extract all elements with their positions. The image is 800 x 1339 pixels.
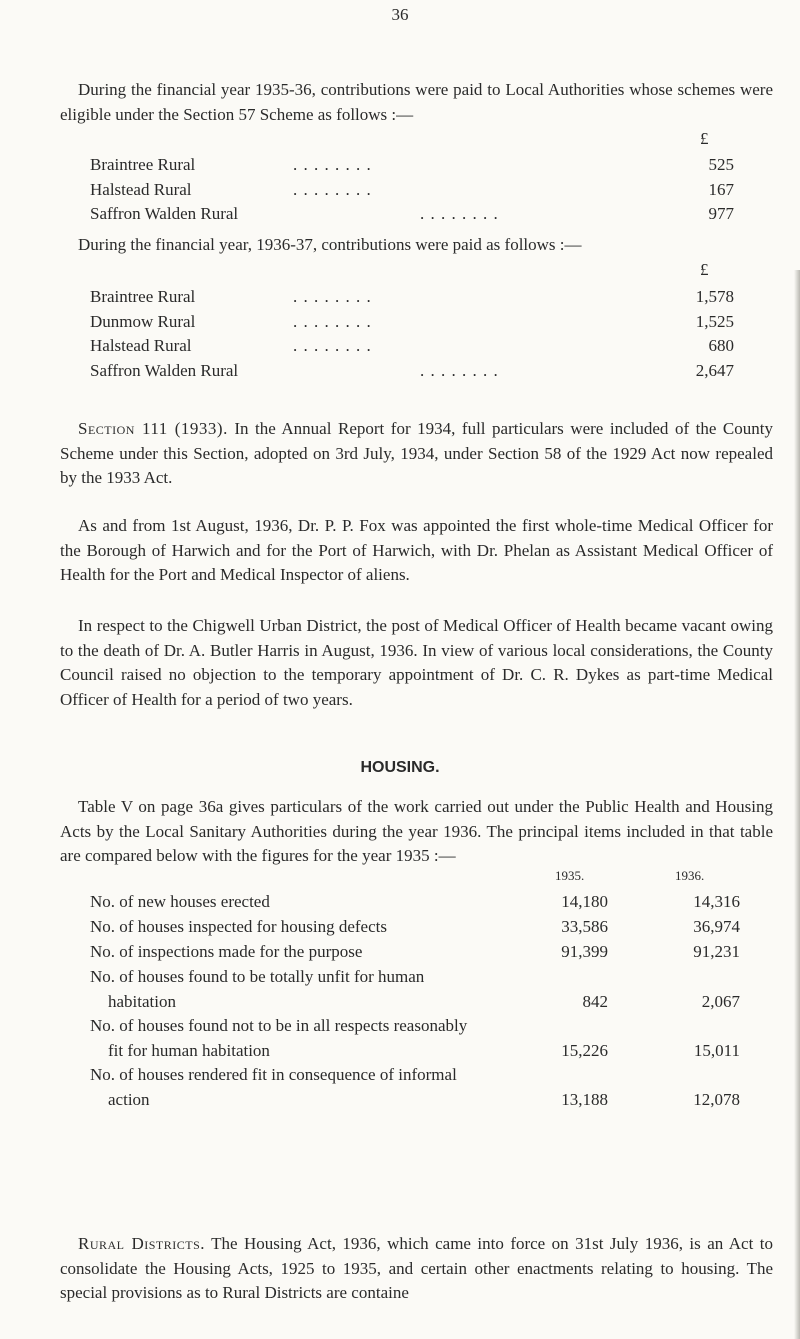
contribution-row [0,334,800,358]
authority-name: Dunmow Rural [90,311,196,331]
authority-name: Saffron Walden Rural [90,360,239,380]
contribution-row [0,285,800,309]
rural-districts-text: The Housing Act, 1936, which came into force on 31st July 1936, is an Act to consolidate the Housing Acts, 1925 to 1935, and certain other enactments relating to housing. The special provisions as to Rural Districts are containe [60,1234,773,1302]
intro-paragraph-1: During the financial year 1935-36, contributions were paid to Local Authorities whose schemes were eligible under the Section 57 Scheme as follows :— [60,80,773,124]
table-row-label: No. of houses found not to be in all respects reasonably fit for human habitation [90,1016,468,1060]
leader-dots: . . . . . . . . [420,204,499,223]
contribution-row [0,153,800,177]
value-1936: 15,011 [693,1040,740,1060]
table-row-label: No. of houses rendered fit in consequence of informal action [90,1065,457,1109]
amount-value: 2,647 [695,360,734,380]
value-1935: 15,226 [561,1040,608,1060]
authority-name: Halstead Rural [90,336,192,355]
intro-paragraph-2: During the financial year, 1936-37, contributions were paid as follows :— [78,235,582,254]
column-header-1936: 1936. [675,868,705,883]
currency-header-1: £ [700,129,709,148]
amount-value: 1,525 [695,311,734,331]
table-row [90,940,780,964]
column-header-1935: 1935. [555,868,585,883]
section-111-text: In the Annual Report for 1934, full particulars were included of the County Scheme under this Section, adopted on 3rd July, 1934, under Section 58 of the 1929 Act now repealed by the 1933 Act. [60,419,773,487]
contribution-row [0,202,800,226]
leader-dots: . . . . . . . . [293,155,372,174]
page-number: 36 [391,5,409,24]
contribution-row [0,178,800,202]
leader-dots: . . . . . . . . [293,336,372,355]
value-1936: 2,067 [701,991,740,1011]
value-1936: 12,078 [693,1089,740,1109]
fox-paragraph: As and from 1st August, 1936, Dr. P. P. Fox was appointed the first whole-time Medical Officer for the Borough of Harwich and for the Port of Harwich, with Dr. Phelan as Assistant Medical Officer of Health for the Port and Medical Inspector of aliens. [60,516,773,584]
amount-value: 525 [708,155,734,174]
table-row [90,1014,780,1063]
amount-value: 1,578 [695,287,734,306]
value-1936: 36,974 [693,917,740,936]
section-111-heading: Section 111 (1933). [78,419,228,438]
value-1935: 13,188 [561,1089,608,1109]
table-row-label: No. of new houses erected [90,892,270,911]
amount-value: 680 [708,336,734,355]
housing-heading: HOUSING. [360,759,440,776]
leader-dots: . . . . . . . . [293,311,372,331]
leader-dots: . . . . . . . . [420,360,499,380]
table-row [90,890,780,914]
value-1935: 842 [582,991,608,1011]
value-1936: 14,316 [693,892,740,911]
leader-dots: . . . . . . . . [293,179,372,199]
chigwell-paragraph: In respect to the Chigwell Urban District, the post of Medical Officer of Health became vacant owing to the death of Dr. A. Butler Harris in August, 1936. In view of various local considerations, the County Council raised no objection to the temporary appointment of Dr. C. R. Dykes as part-time Medical Officer of Health for a period of two years. [60,616,773,709]
rural-districts-paragraph [60,1232,773,1306]
table-row-label: No. of houses inspected for housing defects [90,917,387,936]
currency-header-2: £ [700,260,709,279]
authority-name: Halstead Rural [90,179,192,199]
table-row [90,915,780,939]
contribution-row [0,310,800,334]
contribution-row [0,359,800,383]
table-row-label: No. of inspections made for the purpose [90,942,363,961]
table-intro-paragraph: Table V on page 36a gives particulars of the work carried out under the Public Health and Housing Acts by the Local Sanitary Authorities during the year 1936. The principal items included in that table are compared below with the figures for the year 1935 :— [60,797,773,865]
authority-name: Saffron Walden Rural [90,204,239,223]
page-edge-shadow [794,270,800,1339]
leader-dots: . . . . . . . . [293,287,372,306]
amount-value: 977 [708,204,734,223]
value-1936: 91,231 [693,942,740,961]
rural-districts-heading: Rural Districts. [78,1234,205,1253]
table-row [90,965,780,1014]
table-row-label: No. of houses found to be totally unfit for human habitation [90,967,425,1011]
value-1935: 33,586 [561,917,608,936]
table-row [90,1063,780,1112]
authority-name: Braintree Rural [90,287,196,306]
value-1935: 14,180 [561,892,608,911]
section-111-paragraph [60,417,773,491]
value-1935: 91,399 [561,942,608,961]
amount-value: 167 [708,179,734,199]
authority-name: Braintree Rural [90,155,196,174]
